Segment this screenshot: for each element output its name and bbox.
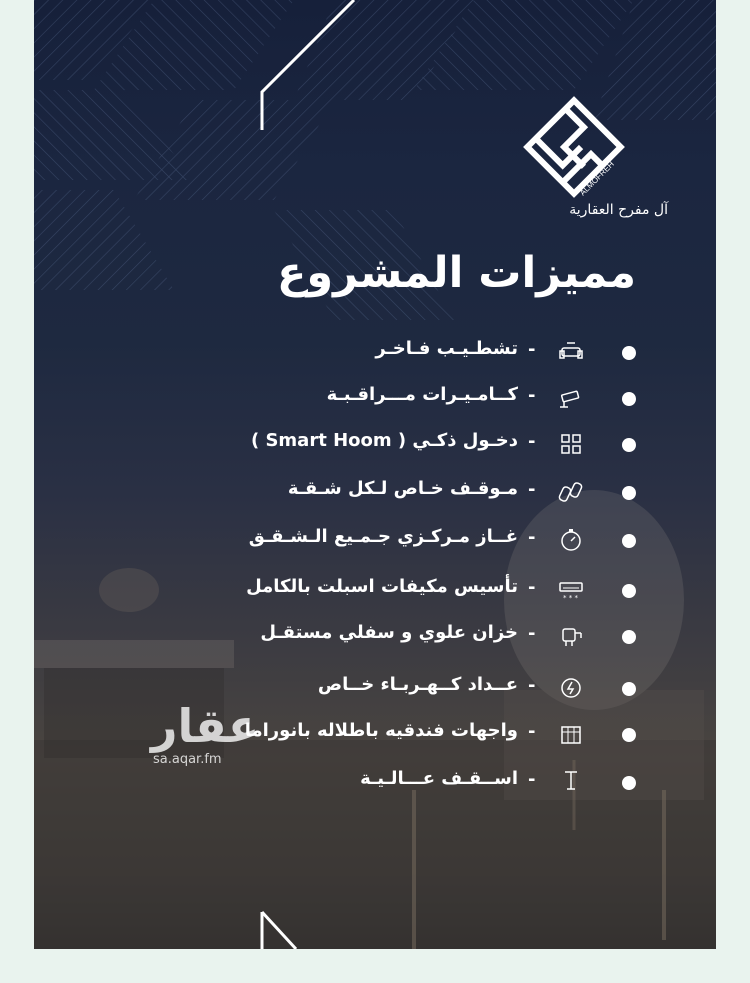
cctv-camera-icon <box>558 385 584 411</box>
svg-text:* * *: * * * <box>563 594 578 602</box>
feature-text: غــاز مـركـزي جـمـيع الـشـقـق <box>248 526 518 547</box>
parking-cars-icon <box>558 479 584 505</box>
watermark-url: sa.aqar.fm <box>153 752 222 767</box>
watermark-main: عقار <box>151 699 260 753</box>
feature-item <box>34 383 716 413</box>
feature-text: مـوقـف خـاص لـكل شـقـة <box>287 478 518 499</box>
bullet-icon <box>622 346 636 360</box>
feature-item <box>34 429 716 459</box>
bullet-icon <box>622 682 636 696</box>
dash-separator: - <box>528 769 536 790</box>
dash-separator: - <box>528 623 536 644</box>
dash-separator: - <box>528 385 536 406</box>
feature-item <box>34 525 716 555</box>
building-facade-icon <box>558 721 584 747</box>
bullet-icon <box>622 438 636 452</box>
feature-item <box>34 621 716 651</box>
aqar-watermark <box>151 700 259 767</box>
feature-text: كــامـيـرات مـــراقـبـة <box>326 384 518 405</box>
air-conditioner-icon <box>558 577 584 603</box>
water-tank-icon <box>558 623 584 649</box>
bullet-icon <box>622 486 636 500</box>
feature-item <box>34 673 716 703</box>
dash-separator: - <box>528 577 536 598</box>
sofa-icon <box>558 339 584 365</box>
feature-text: عــداد كــهـربـاء خــاص <box>317 674 518 695</box>
bullet-icon <box>622 728 636 742</box>
bullet-icon <box>622 776 636 790</box>
dash-separator: - <box>528 527 536 548</box>
feature-text: خزان علوي و سفلي مستقـل <box>260 622 518 643</box>
feature-text: تأسيس مكيفات اسبلت بالكامل <box>246 576 518 597</box>
gas-meter-icon <box>558 527 584 553</box>
dash-separator: - <box>528 479 536 500</box>
dash-separator: - <box>528 339 536 360</box>
bullet-icon <box>622 392 636 406</box>
bullet-icon <box>622 584 636 598</box>
feature-text: دخـول ذكـي ( Smart Hoom ) <box>250 430 518 451</box>
dash-separator: - <box>528 675 536 696</box>
bullet-icon <box>622 630 636 644</box>
feature-text: اســقـف عـــالـيـة <box>360 768 518 789</box>
electric-meter-icon <box>558 675 584 701</box>
logo-text: ALMOFREH <box>578 159 616 198</box>
feature-item <box>34 477 716 507</box>
ceiling-height-icon <box>558 769 584 795</box>
feature-item <box>34 767 716 797</box>
feature-item <box>34 575 716 605</box>
features-list <box>34 0 716 949</box>
poster <box>34 0 716 949</box>
bullet-icon <box>622 534 636 548</box>
smart-home-icon <box>558 431 584 457</box>
feature-item <box>34 337 716 367</box>
dash-separator: - <box>528 431 536 452</box>
feature-text: تشطـيـب فـاخـر <box>375 338 518 359</box>
company-name: آل مفرح العقارية <box>569 202 668 218</box>
dash-separator: - <box>528 721 536 742</box>
feature-item <box>34 719 716 749</box>
feature-text: واجهات فندقيه باطلاله بانوراما <box>244 720 518 741</box>
page-title: مميزات المشروع <box>277 248 636 298</box>
